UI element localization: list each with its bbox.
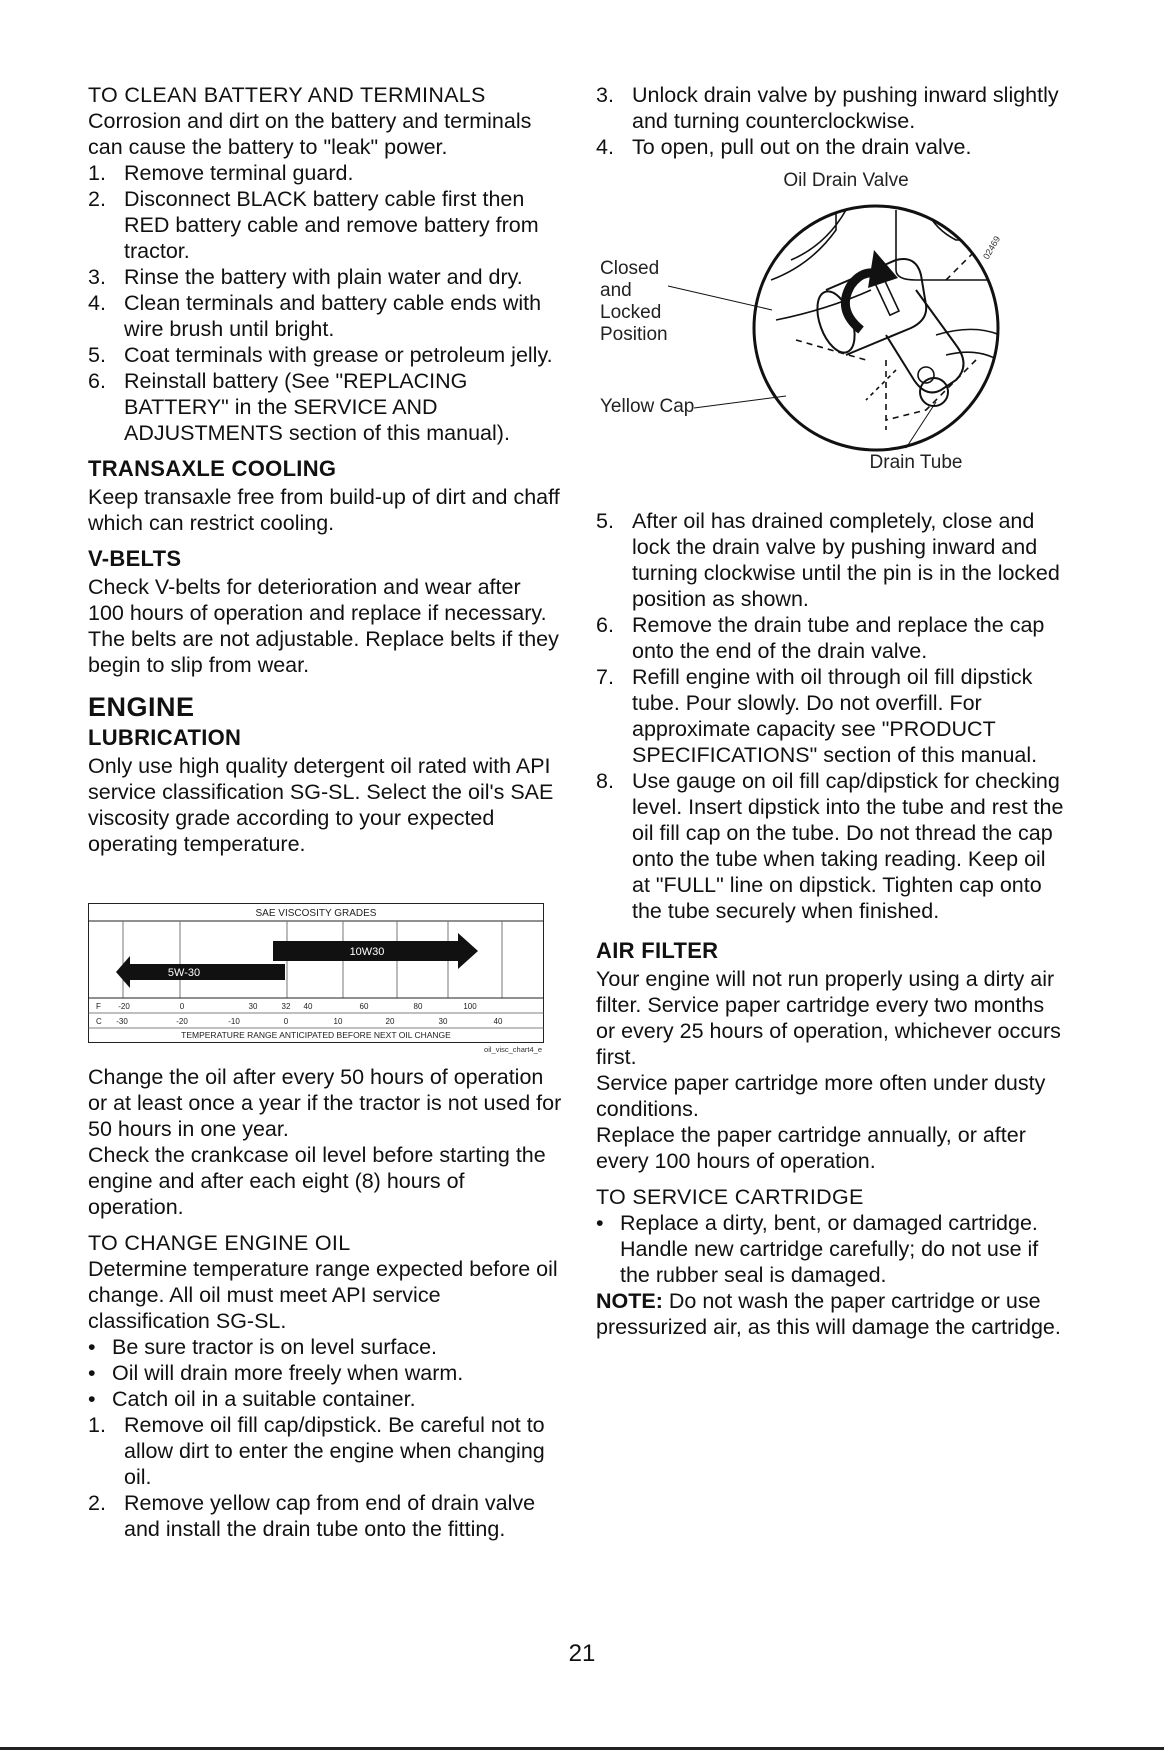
c-tick: 0 bbox=[283, 1017, 289, 1026]
viscosity-chart bbox=[88, 903, 544, 1054]
service-cartridge-bullets bbox=[596, 1210, 1068, 1288]
c-tick: 40 bbox=[493, 1017, 503, 1026]
label-yellow-cap: Yellow Cap bbox=[600, 396, 695, 417]
right-column bbox=[596, 82, 1068, 1340]
list-item: 1. Remove oil fill cap/dipstick. Be careful not to allow dirt to enter the engine when changing oil. bbox=[88, 1413, 545, 1489]
note-text: Do not wash the paper cartridge or use pressurized air, as this will damage the cartridge. bbox=[596, 1289, 1061, 1339]
f-tick: -20 bbox=[118, 1002, 130, 1011]
drain-steps-b bbox=[596, 508, 1068, 924]
figure-code: 02469 bbox=[981, 234, 1003, 261]
note-label: NOTE: bbox=[596, 1289, 663, 1313]
list-item: 3. Rinse the battery with plain water and dry. bbox=[88, 265, 523, 289]
air-filter-text3: Replace the paper cartridge annually, or after every 100 hours of operation. bbox=[596, 1123, 1026, 1173]
list-item: • Catch oil in a suitable container. bbox=[88, 1387, 416, 1411]
f-tick: 40 bbox=[303, 1002, 313, 1011]
transaxle-heading: TRANSAXLE COOLING bbox=[88, 456, 337, 481]
c-axis-label: C bbox=[96, 1017, 102, 1026]
list-item: 1. Remove terminal guard. bbox=[88, 161, 354, 185]
label-closed-locked: Closed and Locked Position bbox=[600, 258, 668, 345]
drain-valve-illustration bbox=[596, 170, 1068, 470]
engine-heading: ENGINE bbox=[88, 692, 195, 722]
lubrication-text: Only use high quality detergent oil rated with API service classification SG-SL. Select the oil's SAE viscosity grade according to your expected operating temperature. bbox=[88, 754, 554, 856]
bar-5w30-label: 5W-30 bbox=[167, 967, 201, 979]
air-filter-heading: AIR FILTER bbox=[596, 938, 719, 963]
list-item: 3. Unlock drain valve by pushing inward slightly and turning counterclockwise. bbox=[596, 83, 1059, 133]
figure-title: Oil Drain Valve bbox=[783, 170, 909, 191]
transaxle-text: Keep transaxle free from build-up of dirt and chaff which can restrict cooling. bbox=[88, 485, 560, 535]
list-item: 8. Use gauge on oil fill cap/dipstick for checking level. Insert dipstick into the tube and rest the oil fill cap on the tube. Do not thread the cap onto the tube when taking reading. Keep oil at "FULL" line on dipstick. Tighten cap onto the tube securely when finished. bbox=[596, 769, 1064, 923]
list-item: 4. To open, pull out on the drain valve. bbox=[596, 135, 972, 159]
drain-steps-a bbox=[596, 82, 1068, 160]
f-tick: 80 bbox=[413, 1002, 423, 1011]
list-item: 4. Clean terminals and battery cable ends with wire brush until bright. bbox=[88, 291, 542, 341]
c-tick: -20 bbox=[176, 1017, 188, 1026]
c-tick: 20 bbox=[385, 1017, 395, 1026]
vbelts-text: Check V-belts for deterioration and wear after 100 hours of operation and replace if necessary. The belts are not adjustable. Replace belts if they begin to slip from wear. bbox=[88, 575, 559, 677]
f-tick: 0 bbox=[179, 1002, 185, 1011]
oil-drain-valve-figure bbox=[596, 170, 1068, 473]
change-oil-intro: Determine temperature range expected before oil change. All oil must meet API service classification SG-SL. bbox=[88, 1257, 558, 1333]
service-note bbox=[596, 1288, 1068, 1340]
page-number: 21 bbox=[568, 1640, 596, 1667]
list-item: 2. Disconnect BLACK battery cable first then RED battery cable and remove battery from tractor. bbox=[88, 187, 539, 263]
list-item: 6. Reinstall battery (See "REPLACING BATTERY" in the SERVICE AND ADJUSTMENTS section of this manual). bbox=[88, 369, 510, 445]
change-oil-bullets bbox=[88, 1334, 562, 1412]
c-tick: 30 bbox=[438, 1017, 448, 1026]
f-tick: 60 bbox=[359, 1002, 369, 1011]
bar-10w30-label: 10W30 bbox=[349, 946, 385, 958]
battery-intro: Corrosion and dirt on the battery and terminals can cause the battery to "leak" power. bbox=[88, 109, 532, 159]
battery-steps bbox=[88, 160, 562, 446]
service-cartridge-title: TO SERVICE CARTRIDGE bbox=[596, 1185, 864, 1209]
list-item: 5. Coat terminals with grease or petroleum jelly. bbox=[88, 343, 553, 367]
c-tick: -10 bbox=[228, 1017, 240, 1026]
viscosity-chart-footer: TEMPERATURE RANGE ANTICIPATED BEFORE NEXT OIL CHANGE bbox=[181, 1030, 451, 1040]
list-item: • Replace a dirty, bent, or damaged cartridge. Handle new cartridge carefully; do not use if the rubber seal is damaged. bbox=[596, 1211, 1039, 1287]
left-column bbox=[88, 82, 562, 1542]
vbelts-heading: V-BELTS bbox=[88, 546, 182, 571]
c-tick: 10 bbox=[333, 1017, 343, 1026]
viscosity-chart-graphic bbox=[88, 903, 544, 1043]
c-tick: -30 bbox=[116, 1017, 128, 1026]
f-tick: 32 bbox=[281, 1002, 291, 1011]
chart-code: oil_visc_chart4_e bbox=[484, 1045, 542, 1054]
oil-check-interval: Check the crankcase oil level before starting the engine and after each eight (8) hours of operation. bbox=[88, 1143, 546, 1219]
list-item: 6. Remove the drain tube and replace the cap onto the end of the drain valve. bbox=[596, 613, 1045, 663]
lubrication-heading: LUBRICATION bbox=[88, 725, 242, 750]
list-item: • Be sure tractor is on level surface. bbox=[88, 1335, 438, 1359]
f-axis-label: F bbox=[96, 1002, 101, 1011]
list-item: • Oil will drain more freely when warm. bbox=[88, 1361, 464, 1385]
change-oil-title: TO CHANGE ENGINE OIL bbox=[88, 1231, 351, 1255]
change-oil-steps bbox=[88, 1412, 562, 1542]
battery-section-title: TO CLEAN BATTERY AND TERMINALS bbox=[88, 83, 486, 107]
label-drain-tube: Drain Tube bbox=[869, 452, 963, 473]
list-item: 7. Refill engine with oil through oil fill dipstick tube. Pour slowly. Do not overfill. For approximate capacity see "PRODUCT SPECIFICATIONS" section of this manual. bbox=[596, 665, 1038, 767]
list-item: 5. After oil has drained completely, close and lock the drain valve by pushing inward and turning clockwise until the pin is in the locked position as shown. bbox=[596, 509, 1060, 611]
f-tick: 100 bbox=[463, 1002, 477, 1011]
air-filter-text1: Your engine will not run properly using a dirty air filter. Service paper cartridge every two months or every 25 hours of operation, whichever occurs first. bbox=[596, 967, 1061, 1069]
bottom-rule bbox=[0, 1747, 1164, 1750]
air-filter-text2: Service paper cartridge more often under dusty conditions. bbox=[596, 1071, 1046, 1121]
viscosity-chart-title: SAE VISCOSITY GRADES bbox=[255, 908, 377, 919]
f-tick: 30 bbox=[248, 1002, 258, 1011]
oil-change-interval: Change the oil after every 50 hours of operation or at least once a year if the tractor is not used for 50 hours in one year. bbox=[88, 1065, 562, 1141]
list-item: 2. Remove yellow cap from end of drain valve and install the drain tube onto the fitting. bbox=[88, 1491, 536, 1541]
